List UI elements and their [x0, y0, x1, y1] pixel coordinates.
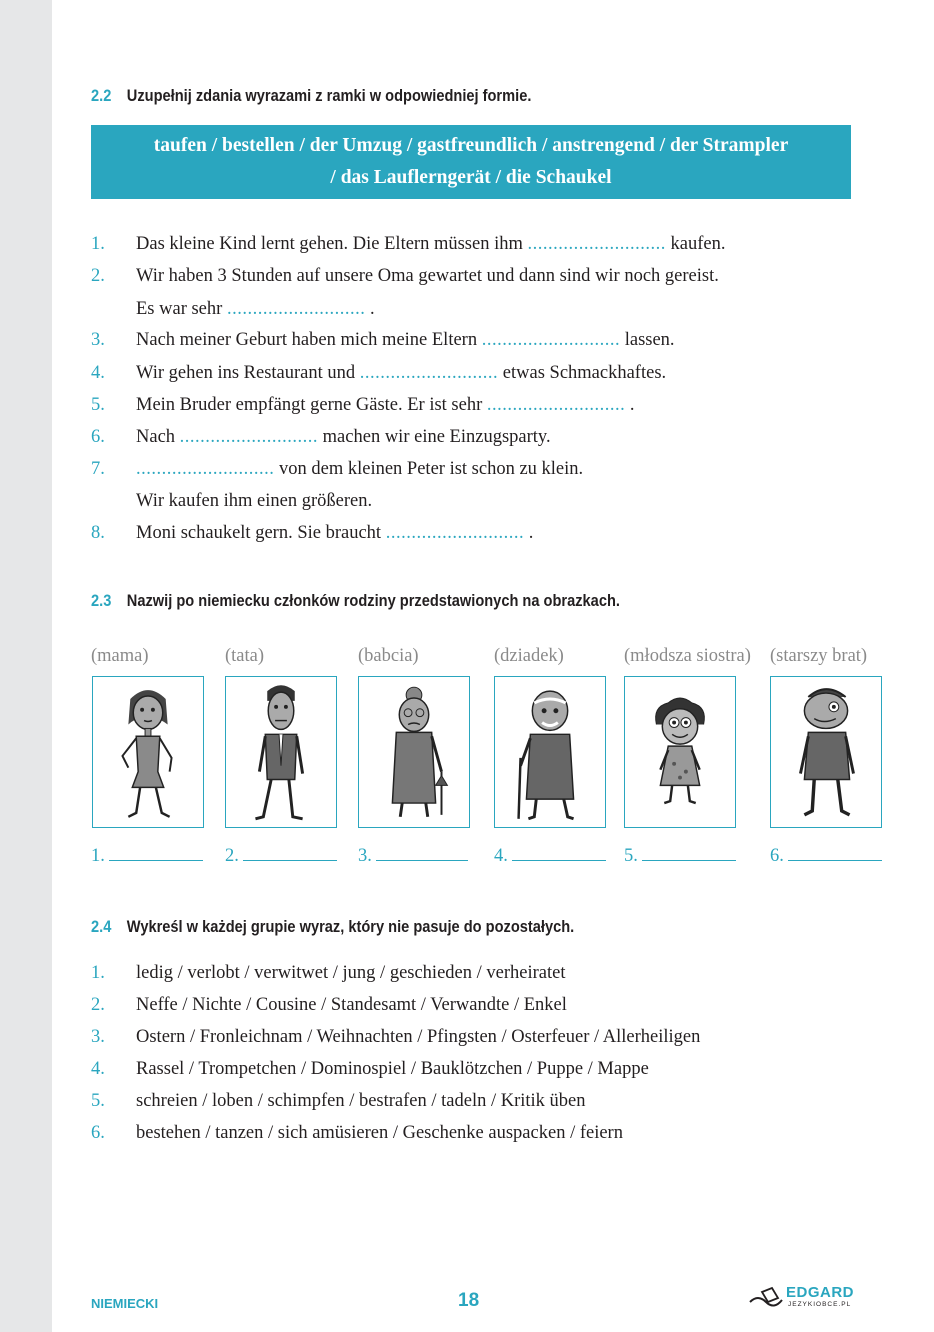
answer-number: 2.: [225, 846, 239, 866]
exercise-item: [91, 328, 675, 352]
item-text: .: [625, 395, 635, 415]
exercise-item-continuation: [136, 489, 372, 513]
item-text: etwas Schmackhaftes.: [498, 363, 667, 383]
answer-line: [494, 846, 606, 867]
section-number: 2.2: [91, 86, 112, 105]
fill-blank[interactable]: ...........................: [486, 395, 626, 415]
section-instruction: Uzupełnij zdania wyrazami z ramki w odpowiedniej formie.: [126, 86, 532, 105]
fill-blank[interactable]: ...........................: [179, 427, 319, 447]
item-number: 3.: [91, 1027, 105, 1047]
footer-subject: NIEMIECKI: [91, 1296, 159, 1311]
answer-line: [225, 846, 337, 867]
exercise-item-continuation: [136, 297, 375, 321]
item-number: 6.: [91, 1123, 105, 1143]
answer-line: [358, 846, 468, 867]
item-number: 3.: [91, 330, 105, 350]
figure-label: (tata): [225, 646, 265, 666]
item-number: 7.: [91, 459, 105, 479]
word-box-line: taufen / bestellen / der Umzug / gastfreundlich / anstrengend / der Strampler: [153, 135, 789, 156]
grandmother-illustration: [358, 676, 470, 828]
exercise-item: [91, 457, 583, 481]
section-2-3-heading: [91, 591, 620, 611]
exercise-item: [91, 361, 666, 385]
item-number: 8.: [91, 523, 105, 543]
item-text: Moni schaukelt gern. Sie braucht: [136, 523, 386, 543]
word-group-item[interactable]: [91, 1025, 700, 1049]
figure-label: (starszy brat): [770, 646, 868, 666]
item-text: .: [365, 299, 375, 319]
item-text: kaufen.: [665, 234, 726, 254]
answer-blank[interactable]: [109, 859, 203, 861]
answer-number: 3.: [358, 846, 372, 866]
answer-number: 6.: [770, 846, 784, 866]
answer-blank[interactable]: [376, 859, 468, 861]
word-group-text: Neffe / Nichte / Cousine / Standesamt / Verwandte / Enkel: [136, 995, 567, 1015]
word-group-item[interactable]: [91, 961, 565, 985]
fill-blank[interactable]: ...........................: [359, 363, 499, 383]
word-group-item[interactable]: [91, 1057, 649, 1081]
word-group-text: bestehen / tanzen / sich amüsieren / Geschenke auspacken / feiern: [136, 1123, 623, 1143]
father-illustration: [225, 676, 337, 828]
item-text: Wir kaufen ihm einen größeren.: [136, 491, 373, 511]
item-text: Nach: [136, 427, 180, 447]
fill-blank[interactable]: ...........................: [136, 459, 275, 479]
page-number: 18: [458, 1290, 480, 1311]
item-text: Nach meiner Geburt haben mich meine Eltern: [136, 330, 482, 350]
item-text: Wir gehen ins Restaurant und: [136, 363, 360, 383]
fill-blank[interactable]: ...........................: [385, 523, 525, 543]
logo-subtext: JEZYKIOBCE.PL: [788, 1301, 852, 1308]
item-number: 2.: [91, 266, 105, 286]
item-text: lassen.: [620, 330, 675, 350]
word-box-line: / das Lauflerngerät / die Schaukel: [330, 167, 612, 188]
figure-label: (dziadek): [494, 646, 564, 666]
answer-number: 4.: [494, 846, 508, 866]
item-number: 6.: [91, 427, 105, 447]
item-number: 1.: [91, 963, 105, 983]
logo-text: EDGARD: [786, 1284, 855, 1301]
older-brother-illustration: [770, 676, 882, 828]
item-text: Das kleine Kind lernt gehen. Die Eltern müssen ihm: [136, 234, 528, 254]
figure-label: (babcia): [358, 646, 419, 666]
word-group-text: ledig / verlobt / verwitwet / jung / geschieden / verheiratet: [136, 963, 566, 983]
word-group-item[interactable]: [91, 1089, 586, 1113]
word-group-text: Rassel / Trompetchen / Dominospiel / Bauklötzchen / Puppe / Mappe: [136, 1059, 649, 1079]
exercise-item: [91, 425, 551, 449]
section-2-4-heading: [91, 917, 574, 937]
exercise-item: [91, 521, 533, 545]
answer-number: 5.: [624, 846, 638, 866]
item-text: Mein Bruder empfängt gerne Gäste. Er ist sehr: [136, 395, 487, 415]
item-text: Wir haben 3 Stunden auf unsere Oma gewartet und dann sind wir noch gereist.: [136, 266, 719, 286]
section-instruction: Nazwij po niemiecku członków rodziny przedstawionych na obrazkach.: [126, 591, 620, 610]
item-text: Es war sehr: [136, 299, 227, 319]
item-number: 4.: [91, 363, 105, 383]
answer-line: [770, 846, 882, 867]
answer-blank[interactable]: [642, 859, 736, 861]
answer-blank[interactable]: [243, 859, 337, 861]
word-group-item[interactable]: [91, 993, 567, 1017]
mother-illustration: [92, 676, 204, 828]
edgard-logo: [748, 1284, 858, 1316]
logo-mark-icon: [748, 1286, 788, 1314]
answer-blank[interactable]: [512, 859, 606, 861]
item-text: von dem kleinen Peter ist schon zu klein.: [274, 459, 584, 479]
grandfather-illustration: [494, 676, 606, 828]
section-number: 2.3: [91, 591, 112, 610]
figure-label: (mama): [91, 646, 149, 666]
answer-line: [91, 846, 203, 867]
word-group-text: Ostern / Fronleichnam / Weihnachten / Pfingsten / Osterfeuer / Allerheiligen: [136, 1027, 701, 1047]
section-number: 2.4: [91, 917, 112, 936]
word-group-text: schreien / loben / schimpfen / bestrafen / tadeln / Kritik üben: [136, 1091, 586, 1111]
item-number: 5.: [91, 395, 105, 415]
word-group-item[interactable]: [91, 1121, 623, 1145]
exercise-item: [91, 393, 635, 417]
word-box: [91, 125, 851, 199]
item-number: 2.: [91, 995, 105, 1015]
younger-sister-illustration: [624, 676, 736, 828]
page-side-strip: [0, 0, 52, 1332]
section-2-2-heading: [91, 86, 531, 106]
answer-line: [624, 846, 736, 867]
item-number: 1.: [91, 234, 105, 254]
answer-number: 1.: [91, 846, 105, 866]
fill-blank[interactable]: ...........................: [527, 234, 666, 254]
item-number: 4.: [91, 1059, 105, 1079]
section-instruction: Wykreśl w każdej grupie wyraz, który nie pasuje do pozostałych.: [126, 917, 575, 936]
item-number: 5.: [91, 1091, 105, 1111]
item-text: .: [524, 523, 534, 543]
answer-blank[interactable]: [788, 859, 882, 861]
exercise-item: [91, 264, 719, 288]
figure-label: (młodsza siostra): [624, 646, 751, 666]
fill-blank[interactable]: ...........................: [481, 330, 621, 350]
exercise-item: [91, 232, 725, 256]
fill-blank[interactable]: ...........................: [226, 299, 366, 319]
item-text: machen wir eine Einzugsparty.: [318, 427, 551, 447]
